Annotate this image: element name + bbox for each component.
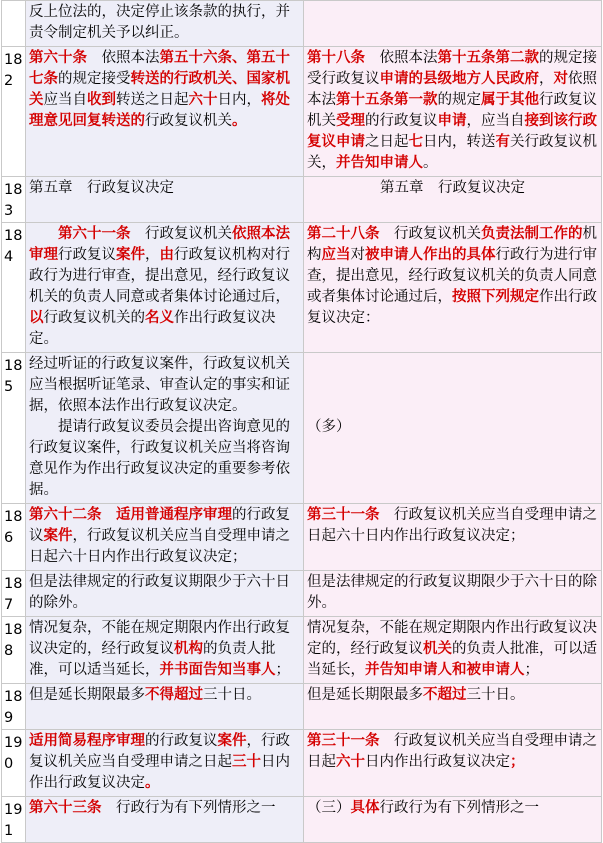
table-row bbox=[2, 504, 602, 571]
note-text: （多） bbox=[307, 419, 351, 435]
table-row bbox=[2, 47, 602, 177]
highlighted-text: 第十五条第一款 bbox=[336, 92, 438, 108]
old-law-cell bbox=[304, 177, 602, 223]
row-number: 186 bbox=[2, 504, 26, 571]
highlighted-text: 第六十一条 bbox=[58, 226, 131, 242]
highlighted-text: 不得超过 bbox=[145, 687, 203, 703]
paragraph: 经过听证的行政复议案件，行政复议机关应当根据听证笔录、审查认定的事实和证据，依照本法作出行政复议决定。 bbox=[29, 356, 290, 414]
table-row bbox=[2, 353, 602, 504]
row-number: 185 bbox=[2, 353, 26, 504]
text-segment: 行政复议 bbox=[58, 247, 116, 263]
text-segment: 对 bbox=[350, 247, 365, 263]
text-segment: ； bbox=[275, 662, 290, 678]
highlighted-text: 并告知申请人 bbox=[336, 155, 423, 171]
text-segment: 日内，转送 bbox=[423, 134, 496, 150]
text-segment: 关行政复议机关， bbox=[307, 134, 597, 171]
new-law-cell bbox=[26, 223, 304, 353]
text-segment: 第五章 行政复议决定 bbox=[29, 180, 174, 196]
table-row bbox=[2, 571, 602, 617]
table-row bbox=[2, 730, 602, 797]
text-segment: 但是法律规定的行政复议期限少于六十日的除外。 bbox=[307, 574, 597, 611]
text-segment: ， bbox=[145, 247, 160, 263]
highlighted-text: 七 bbox=[408, 134, 423, 150]
new-law-cell bbox=[26, 177, 304, 223]
text-segment: 行政复议机关 bbox=[307, 92, 597, 129]
highlighted-text: 第六十三条 bbox=[29, 800, 102, 816]
highlighted-text: 具体 bbox=[350, 800, 380, 816]
text-segment bbox=[102, 507, 117, 523]
highlighted-text: 第六十条 bbox=[29, 50, 87, 66]
text-segment: 第五章 行政复议决定 bbox=[380, 180, 525, 196]
text-segment: （三） bbox=[307, 800, 351, 816]
new-law-cell bbox=[26, 1, 304, 47]
text-segment: 行政复议机关应当自受理申请之日起 bbox=[307, 733, 597, 770]
text-segment: 行政复议机关应当自受理申请之日起六十日内作出行政复议决定； bbox=[307, 507, 597, 544]
table-row bbox=[2, 223, 602, 353]
new-law-cell bbox=[26, 684, 304, 730]
text-segment: 行政行为有下列情形之一 bbox=[379, 800, 539, 816]
table-row bbox=[2, 1, 602, 47]
text-segment: 的规定接受行政复议 bbox=[307, 50, 597, 87]
text-segment: 行政复议机关的 bbox=[43, 310, 145, 326]
highlighted-text: 应当 bbox=[321, 247, 351, 263]
old-law-cell bbox=[304, 1, 602, 47]
text-segment: 行政行为有下列情形之一 bbox=[101, 800, 276, 816]
new-law-cell bbox=[26, 797, 304, 843]
text-segment: 日内， bbox=[217, 92, 261, 108]
new-law-cell bbox=[26, 504, 304, 571]
highlighted-text: 以 bbox=[29, 310, 44, 326]
text-segment: 日内作出行政复议决定 bbox=[365, 754, 510, 770]
highlighted-text: 名义 bbox=[145, 310, 174, 326]
table-row bbox=[2, 177, 602, 223]
highlighted-text: 申请的县级地方人民政府 bbox=[379, 71, 539, 87]
text-segment: ； bbox=[524, 662, 539, 678]
text-segment: 的行政复议 bbox=[365, 113, 438, 129]
old-law-cell bbox=[304, 353, 602, 504]
row-number: 191 bbox=[2, 797, 26, 843]
text-segment: 情况复杂，不能在规定期限内作出行政复议决定的，经行政复议 bbox=[307, 620, 597, 657]
old-law-cell bbox=[304, 617, 602, 684]
text-segment: 三十日。 bbox=[466, 687, 525, 703]
highlighted-text: 第二十八条 bbox=[307, 226, 380, 242]
row-number: 189 bbox=[2, 684, 26, 730]
highlighted-text: 六十 bbox=[336, 754, 365, 770]
highlighted-text: 。 bbox=[145, 775, 160, 791]
row-number: 183 bbox=[2, 177, 26, 223]
highlighted-text: 六十 bbox=[188, 92, 218, 108]
paragraph: 提请行政复议委员会提出咨询意见的行政复议案件，行政复议机关应当将咨询意见作为作出行政复议决定的重要参考依据。 bbox=[29, 419, 290, 498]
row-number: 184 bbox=[2, 223, 26, 353]
highlighted-text: 机构 bbox=[174, 641, 203, 657]
text-segment: 的行政复议 bbox=[145, 733, 218, 749]
highlighted-text: 接到该行政复议申请 bbox=[307, 113, 597, 150]
highlighted-text: 对 bbox=[553, 71, 568, 87]
text-segment: 行政复议机构对行政行为进行审查，提出意见，经行政复议机关的负责人同意或者集体讨论通过后， bbox=[29, 247, 290, 305]
highlighted-text: 依照本法审理 bbox=[29, 226, 290, 263]
text-segment: 依照本法 bbox=[87, 50, 160, 66]
table-row bbox=[2, 797, 602, 843]
text-segment: 的规定接受 bbox=[58, 71, 131, 87]
row-number bbox=[2, 1, 26, 47]
highlighted-text: 有 bbox=[495, 134, 510, 150]
highlighted-text: 转送的行政机关、国家机关 bbox=[29, 71, 290, 108]
highlighted-text: 案件 bbox=[116, 247, 145, 263]
highlighted-text: 第十八条 bbox=[307, 50, 365, 66]
highlighted-text: 适用普通程序审理 bbox=[116, 507, 232, 523]
highlighted-text: ； bbox=[510, 754, 525, 770]
highlighted-text: 按照下列规定 bbox=[452, 289, 539, 305]
old-law-cell bbox=[304, 504, 602, 571]
text-segment: 反上位法的，决定停止该条款的执行，并责令制定机关予以纠正。 bbox=[29, 4, 290, 41]
table-row bbox=[2, 617, 602, 684]
text-segment: 的负责人批准，可以适当延长， bbox=[307, 641, 597, 678]
highlighted-text: 第五十六条、第五十七条 bbox=[29, 50, 290, 87]
text-segment: 的规定 bbox=[437, 92, 481, 108]
old-law-cell bbox=[304, 223, 602, 353]
highlighted-text: 收到 bbox=[87, 92, 116, 108]
comparison-table-body bbox=[2, 1, 602, 843]
row-number: 182 bbox=[2, 47, 26, 177]
text-segment: 行政复议机关 bbox=[379, 226, 481, 242]
text-segment: 行政复议机关 bbox=[130, 226, 232, 242]
text-segment: 行政复议机关 bbox=[145, 113, 232, 129]
row-number: 187 bbox=[2, 571, 26, 617]
new-law-cell bbox=[26, 617, 304, 684]
highlighted-text: 并告知申请人和被申请人 bbox=[365, 662, 525, 678]
new-law-cell bbox=[26, 47, 304, 177]
text-segment: ， bbox=[539, 71, 554, 87]
new-law-cell bbox=[26, 353, 304, 504]
highlighted-text: 三十 bbox=[232, 754, 261, 770]
text-segment bbox=[29, 226, 58, 242]
text-segment: 日内作出行政复议决定 bbox=[29, 754, 290, 791]
table-row bbox=[2, 684, 602, 730]
text-segment: ，行政复议机关应当自受理申请之日起六十日内作出行政复议决定； bbox=[29, 528, 290, 565]
text-segment: 。 bbox=[423, 155, 438, 171]
old-law-cell bbox=[304, 797, 602, 843]
highlighted-text: 负责法制工作的 bbox=[481, 226, 583, 242]
highlighted-text: 并书面告知当事人 bbox=[159, 662, 276, 678]
text-segment: 机构 bbox=[307, 226, 597, 263]
highlighted-text: 被申请人作出的具体 bbox=[365, 247, 496, 263]
highlighted-text: 第十五条第二款 bbox=[437, 50, 539, 66]
highlighted-text: 将处理意见回复转送的 bbox=[29, 92, 290, 129]
row-number: 188 bbox=[2, 617, 26, 684]
text-segment: 转送之日起 bbox=[116, 92, 189, 108]
new-law-cell bbox=[26, 730, 304, 797]
text-segment: 作出行政复议决定。 bbox=[29, 310, 276, 347]
text-segment: 之日起 bbox=[365, 134, 409, 150]
highlighted-text: 。 bbox=[232, 113, 247, 129]
highlighted-text: 机关 bbox=[423, 641, 452, 657]
old-law-cell bbox=[304, 47, 602, 177]
text-segment: 但是法律规定的行政复议期限少于六十日的除外。 bbox=[29, 574, 290, 611]
text-segment: 三十日。 bbox=[203, 687, 261, 703]
highlighted-text: 申请 bbox=[437, 113, 467, 129]
text-segment: 依照本法 bbox=[365, 50, 438, 66]
highlighted-text: 属于其他 bbox=[481, 92, 539, 108]
old-law-cell bbox=[304, 571, 602, 617]
text-segment: ，应当自 bbox=[466, 113, 525, 129]
text-segment: 的负责人批准，可以适当延长， bbox=[29, 641, 276, 678]
old-law-cell bbox=[304, 730, 602, 797]
highlighted-text: 第三十一条 bbox=[307, 507, 380, 523]
text-segment: 但是延长期限最多 bbox=[29, 687, 145, 703]
highlighted-text: 不超过 bbox=[423, 687, 467, 703]
highlighted-text: 受理 bbox=[336, 113, 365, 129]
text-segment: 但是延长期限最多 bbox=[307, 687, 423, 703]
new-law-cell bbox=[26, 571, 304, 617]
highlighted-text: 由 bbox=[159, 247, 174, 263]
text-segment: ，行政复议机关应当自受理申请之日起 bbox=[29, 733, 290, 770]
highlighted-text: 适用简易程序审理 bbox=[29, 733, 145, 749]
row-number: 190 bbox=[2, 730, 26, 797]
highlighted-text: 案件 bbox=[217, 733, 247, 749]
highlighted-text: 第三十一条 bbox=[307, 733, 380, 749]
text-segment: 应当自 bbox=[43, 92, 87, 108]
old-law-cell bbox=[304, 684, 602, 730]
text-segment: 作出行政复议决定： bbox=[307, 289, 597, 326]
text-segment: 情况复杂，不能在规定期限内作出行政复议决定的，经行政复议 bbox=[29, 620, 290, 657]
text-segment: 行政行为进行审查，提出意见，经行政复议机关的负责人同意或者集体讨论通过后， bbox=[307, 247, 597, 305]
text-segment: 依照本法 bbox=[307, 71, 597, 108]
text-segment: 的行政复议 bbox=[29, 507, 290, 544]
comparison-table bbox=[1, 0, 602, 843]
highlighted-text: 第六十二条 bbox=[29, 507, 102, 523]
highlighted-text: 案件 bbox=[43, 528, 73, 544]
